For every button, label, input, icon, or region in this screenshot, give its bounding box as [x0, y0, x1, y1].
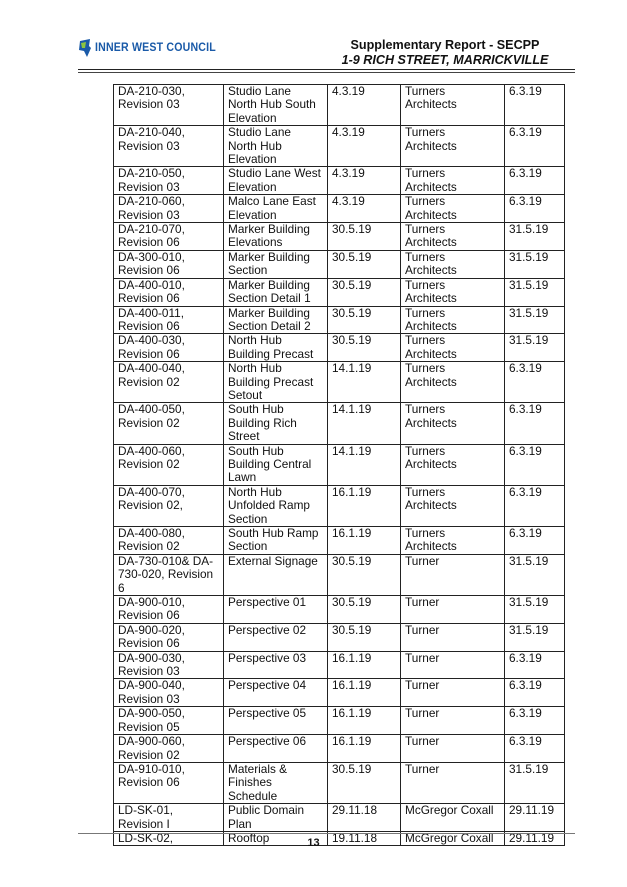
drawing-title-cell: Materials & Finishes Schedule	[224, 762, 328, 803]
date-received-cell: 31.5.19	[505, 306, 565, 334]
prepared-by-cell: Turners Architects	[401, 527, 505, 555]
council-logo-icon	[78, 39, 92, 57]
date-received-cell: 6.3.19	[505, 85, 565, 126]
drawing-number-cell: DA-400-040, Revision 02	[114, 362, 224, 403]
drawing-number-cell: LD-SK-02,	[114, 831, 224, 845]
prepared-by-cell: McGregor Coxall	[401, 831, 505, 845]
prepared-by-cell: Turners Architects	[401, 485, 505, 526]
prepared-by-cell: Turners Architects	[401, 362, 505, 403]
plan-date-cell: 16.1.19	[328, 485, 401, 526]
date-received-cell: 6.3.19	[505, 195, 565, 223]
drawing-title-cell: Perspective 03	[224, 651, 328, 679]
drawing-title-cell: Studio Lane North Hub Elevation	[224, 126, 328, 167]
table-row	[114, 651, 565, 679]
prepared-by-cell: Turner	[401, 707, 505, 735]
page-number: 13	[307, 837, 320, 849]
prepared-by-cell: Turners Architects	[401, 334, 505, 362]
date-received-cell: 31.5.19	[505, 334, 565, 362]
drawing-number-cell: DA-210-060, Revision 03	[114, 195, 224, 223]
table-row	[114, 485, 565, 526]
table-row	[114, 623, 565, 651]
prepared-by-cell: Turners Architects	[401, 167, 505, 195]
plan-date-cell: 16.1.19	[328, 707, 401, 735]
plans-table	[113, 84, 565, 846]
plan-date-cell: 4.3.19	[328, 195, 401, 223]
drawing-title-cell: Perspective 05	[224, 707, 328, 735]
prepared-by-cell: Turners Architects	[401, 278, 505, 306]
table-row	[114, 126, 565, 167]
date-received-cell: 6.3.19	[505, 444, 565, 485]
logo-text: INNER WEST COUNCIL	[95, 42, 216, 54]
drawing-number-cell: DA-400-011, Revision 06	[114, 306, 224, 334]
prepared-by-cell: Turner	[401, 735, 505, 763]
plan-date-cell: 30.5.19	[328, 762, 401, 803]
plan-date-cell: 14.1.19	[328, 403, 401, 444]
date-received-cell: 6.3.19	[505, 126, 565, 167]
plan-date-cell: 30.5.19	[328, 223, 401, 251]
table-row	[114, 278, 565, 306]
table-row	[114, 250, 565, 278]
drawing-title-cell: Marker Building Section Detail 2	[224, 306, 328, 334]
header-rule	[78, 69, 575, 70]
date-received-cell: 31.5.19	[505, 554, 565, 595]
drawing-number-cell: DA-900-040, Revision 03	[114, 679, 224, 707]
prepared-by-cell: Turners Architects	[401, 126, 505, 167]
date-received-cell: 6.3.19	[505, 362, 565, 403]
table-row	[114, 804, 565, 832]
date-received-cell: 31.5.19	[505, 762, 565, 803]
drawing-title-cell: Studio Lane West Elevation	[224, 167, 328, 195]
prepared-by-cell: Turners Architects	[401, 444, 505, 485]
plan-date-cell: 30.5.19	[328, 278, 401, 306]
drawing-number-cell: LD-SK-01, Revision I	[114, 804, 224, 832]
table-row	[114, 403, 565, 444]
plan-date-cell: 4.3.19	[328, 126, 401, 167]
date-received-cell: 6.3.19	[505, 735, 565, 763]
table-row	[114, 444, 565, 485]
table-row	[114, 362, 565, 403]
plan-date-cell: 16.1.19	[328, 651, 401, 679]
drawing-number-cell: DA-900-030, Revision 03	[114, 651, 224, 679]
prepared-by-cell: Turner	[401, 762, 505, 803]
drawing-title-cell: Perspective 02	[224, 623, 328, 651]
drawing-number-cell: DA-300-010, Revision 06	[114, 250, 224, 278]
date-received-cell: 6.3.19	[505, 679, 565, 707]
plan-date-cell: 16.1.19	[328, 735, 401, 763]
prepared-by-cell: Turner	[401, 623, 505, 651]
drawing-title-cell: Marker Building Elevations	[224, 223, 328, 251]
drawing-title-cell: Rooftop	[224, 831, 328, 845]
plan-date-cell: 30.5.19	[328, 623, 401, 651]
table-row	[114, 762, 565, 803]
prepared-by-cell: Turner	[401, 554, 505, 595]
plan-date-cell: 30.5.19	[328, 250, 401, 278]
date-received-cell: 6.3.19	[505, 403, 565, 444]
drawing-title-cell: Marker Building Section Detail 1	[224, 278, 328, 306]
drawing-number-cell: DA-210-040, Revision 03	[114, 126, 224, 167]
report-subtitle: 1-9 RICH STREET, MARRICKVILLE	[341, 53, 549, 67]
prepared-by-cell: Turners Architects	[401, 306, 505, 334]
date-received-cell: 31.5.19	[505, 623, 565, 651]
date-received-cell: 31.5.19	[505, 596, 565, 624]
plans-table-body	[114, 85, 565, 846]
footer-rule	[78, 833, 575, 834]
plan-date-cell: 16.1.19	[328, 527, 401, 555]
plan-date-cell: 4.3.19	[328, 85, 401, 126]
drawing-title-cell: Marker Building Section	[224, 250, 328, 278]
prepared-by-cell: Turners Architects	[401, 403, 505, 444]
drawing-number-cell: DA-910-010, Revision 06	[114, 762, 224, 803]
drawing-number-cell: DA-400-060, Revision 02	[114, 444, 224, 485]
date-received-cell: 29.11.19	[505, 831, 565, 845]
drawing-title-cell: Public Domain Plan	[224, 804, 328, 832]
prepared-by-cell: McGregor Coxall	[401, 804, 505, 832]
prepared-by-cell: Turner	[401, 596, 505, 624]
drawing-number-cell: DA-210-070, Revision 06	[114, 223, 224, 251]
table-row	[114, 554, 565, 595]
drawing-title-cell: North Hub Unfolded Ramp Section	[224, 485, 328, 526]
date-received-cell: 31.5.19	[505, 250, 565, 278]
prepared-by-cell: Turner	[401, 679, 505, 707]
table-row	[114, 195, 565, 223]
plan-date-cell: 29.11.18	[328, 804, 401, 832]
drawing-title-cell: North Hub Building Precast Setout	[224, 362, 328, 403]
drawing-title-cell: Malco Lane East Elevation	[224, 195, 328, 223]
drawing-title-cell: Perspective 04	[224, 679, 328, 707]
drawing-number-cell: DA-730-010& DA- 730-020, Revision 6	[114, 554, 224, 595]
prepared-by-cell: Turners Architects	[401, 223, 505, 251]
drawing-title-cell: Perspective 01	[224, 596, 328, 624]
prepared-by-cell: Turner	[401, 651, 505, 679]
table-row	[114, 707, 565, 735]
council-logo	[78, 38, 226, 58]
table-row	[114, 735, 565, 763]
table-row	[114, 527, 565, 555]
prepared-by-cell: Turners Architects	[401, 195, 505, 223]
drawing-title-cell: Studio Lane North Hub South Elevation	[224, 85, 328, 126]
date-received-cell: 6.3.19	[505, 485, 565, 526]
drawing-title-cell: South Hub Ramp Section	[224, 527, 328, 555]
drawing-number-cell: DA-210-050, Revision 03	[114, 167, 224, 195]
plan-date-cell: 30.5.19	[328, 596, 401, 624]
drawing-title-cell: External Signage	[224, 554, 328, 595]
date-received-cell: 6.3.19	[505, 527, 565, 555]
plan-date-cell: 4.3.19	[328, 167, 401, 195]
plan-date-cell: 14.1.19	[328, 444, 401, 485]
drawing-number-cell: DA-400-080, Revision 02	[114, 527, 224, 555]
plan-date-cell: 14.1.19	[328, 362, 401, 403]
date-received-cell: 6.3.19	[505, 651, 565, 679]
date-received-cell: 31.5.19	[505, 223, 565, 251]
date-received-cell: 6.3.19	[505, 167, 565, 195]
table-row	[114, 334, 565, 362]
drawing-number-cell: DA-400-070, Revision 02,	[114, 485, 224, 526]
drawing-number-cell: DA-900-020, Revision 06	[114, 623, 224, 651]
report-header	[315, 38, 575, 68]
table-row	[114, 679, 565, 707]
drawing-number-cell: DA-900-050, Revision 05	[114, 707, 224, 735]
drawing-title-cell: North Hub Building Precast	[224, 334, 328, 362]
table-row	[114, 167, 565, 195]
drawing-title-cell: South Hub Building Central Lawn	[224, 444, 328, 485]
date-received-cell: 31.5.19	[505, 278, 565, 306]
table-row	[114, 596, 565, 624]
plan-date-cell: 30.5.19	[328, 306, 401, 334]
plan-date-cell: 30.5.19	[328, 334, 401, 362]
date-received-cell: 6.3.19	[505, 707, 565, 735]
date-received-cell: 29.11.19	[505, 804, 565, 832]
plan-date-cell: 30.5.19	[328, 554, 401, 595]
plan-date-cell: 16.1.19	[328, 679, 401, 707]
drawing-number-cell: DA-400-010, Revision 06	[114, 278, 224, 306]
table-row	[114, 85, 565, 126]
header-rule-thin	[78, 72, 575, 73]
table-row	[114, 223, 565, 251]
drawing-number-cell: DA-400-050, Revision 02	[114, 403, 224, 444]
table-row	[114, 306, 565, 334]
drawing-title-cell: South Hub Building Rich Street	[224, 403, 328, 444]
prepared-by-cell: Turners Architects	[401, 85, 505, 126]
drawing-number-cell: DA-210-030, Revision 03	[114, 85, 224, 126]
prepared-by-cell: Turners Architects	[401, 250, 505, 278]
drawing-number-cell: DA-900-010, Revision 06	[114, 596, 224, 624]
drawing-title-cell: Perspective 06	[224, 735, 328, 763]
drawing-number-cell: DA-400-030, Revision 06	[114, 334, 224, 362]
report-title: Supplementary Report - SECPP	[350, 38, 540, 52]
drawing-number-cell: DA-900-060, Revision 02	[114, 735, 224, 763]
plan-date-cell: 19.11.18	[328, 831, 401, 845]
